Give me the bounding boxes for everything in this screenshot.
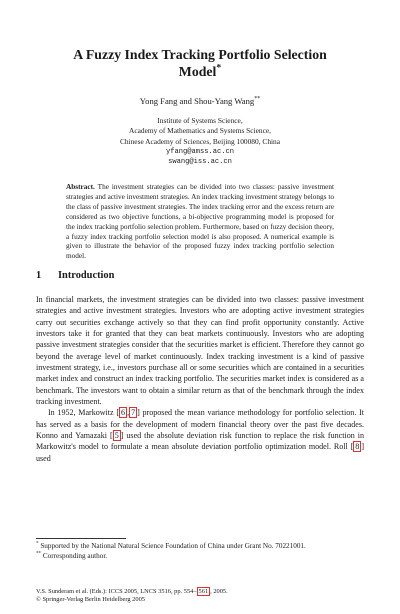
citation-line <box>36 588 364 596</box>
title-footnote-mark: * <box>216 62 222 74</box>
footnotes <box>36 542 364 561</box>
citation-6[interactable]: 6 <box>121 408 126 418</box>
section-number: 1 <box>36 270 42 281</box>
paper-title <box>0 46 400 80</box>
citation-year: , 2005. <box>210 588 228 595</box>
section-heading <box>36 270 114 281</box>
paragraph-text: In 1952, Markowitz <box>48 408 117 418</box>
copyright-line: © Springer-Verlag Berlin Heidelberg 2005 <box>36 596 145 604</box>
citation-7[interactable]: 7 <box>131 408 136 418</box>
footnote-text: Corresponding author. <box>42 551 108 560</box>
abstract-text: The investment strategies can be divided into two classes: passive investment strategies and active investment strategies. An index tracking investment strategy belongs to the class of passive investment strategies. The index tracking error and the excess return are considered as two objective functions, a bi-objective programming model is proposed for the index tracking portfolio selection problem. Furthermore, based on fuzzy decision theory, a fuzzy index tracking portfolio selection model is also proposed. A numerical example is given to illustrate the behavior of the proposed fuzzy index tracking portfolio selection model. <box>66 183 335 261</box>
affiliation-line: Chinese Academy of Sciences, Beijing 100080, China <box>119 136 281 146</box>
citation-text: V.S. Sunderam et al. (Eds.): ICCS 2005, LNCS 3516, pp. 554– <box>36 588 197 595</box>
abstract-label: Abstract. <box>66 183 95 191</box>
affiliation-line: Institute of Systems Science, <box>157 116 243 125</box>
footnote-divider <box>36 538 126 539</box>
affiliation-block <box>0 116 400 167</box>
paragraph: In financial markets, the investment strategies can be divided into two classes: passive investment strategies and active investment strategies. Investors who are adopting active investment strategies carry out securities exchange actively so that they can find profit opportunity constantly. Active investors take it for granted that they can beat markets continuously. Investors who are adopting passive investment strategies consider that the securities market is efficient. Therefore they cannot go beyond the average level of market continuously. Index tracking investment is a kind of passive investment strategy, i.e., investors purchase all or some securities which are contained in a securities market index and construct an index tracking portfolio. The securities market index is considered as a benchmark. The investors want to obtain a similar return as that of the benchmark through the index tracking investment. <box>36 295 364 407</box>
footnote-funding <box>36 542 364 552</box>
citation-8[interactable]: 8 <box>355 442 360 452</box>
citation-5[interactable]: 5 <box>114 431 119 441</box>
author-footnote-mark: ** <box>254 96 261 103</box>
title-line-2 <box>0 63 400 80</box>
title-line-2-text: Model <box>178 64 217 79</box>
affiliation-line: Academy of Mathematics and Systems Science, <box>128 126 272 136</box>
paragraph-text: used the absolute deviation risk function to replace the risk function in Markowitz's model to formulate a mean absolute deviation portfolio optimization model. Roll <box>36 431 364 452</box>
body-text <box>36 294 364 464</box>
page-footer <box>36 588 364 605</box>
paragraph-text: proposed the mean variance methodology for portfolio selection. It has served as a basis for the development of modern financial theory over the past five decades. Konno and Yamazaki <box>36 408 364 441</box>
page-range-link[interactable]: 561 <box>198 588 209 595</box>
footnote-text: Supported by the National Natural Science Foundation of China under Grant No. 70221001. <box>40 542 306 550</box>
footnote-corresponding <box>36 552 364 562</box>
author-email[interactable]: swang@iss.ac.cn <box>168 158 232 167</box>
section-title: Introduction <box>58 270 115 281</box>
title-line-1: A Fuzzy Index Tracking Portfolio Selection <box>73 47 327 62</box>
author-names: Yong Fang and Shou-Yang Wang <box>139 96 255 106</box>
paragraph-text: used <box>36 453 51 463</box>
paragraph <box>36 407 364 464</box>
author-list <box>0 96 400 106</box>
abstract <box>66 183 334 262</box>
citation-link[interactable]: [ 5 ] <box>110 431 124 441</box>
citation-link[interactable]: [ 6 , 7 ] <box>116 408 140 418</box>
author-email[interactable]: yfang@amss.ac.cn <box>165 147 235 156</box>
footnote-mark: * <box>36 541 39 547</box>
footnote-mark: ** <box>36 551 42 557</box>
citation-link[interactable]: [ 8 ] <box>350 442 364 452</box>
